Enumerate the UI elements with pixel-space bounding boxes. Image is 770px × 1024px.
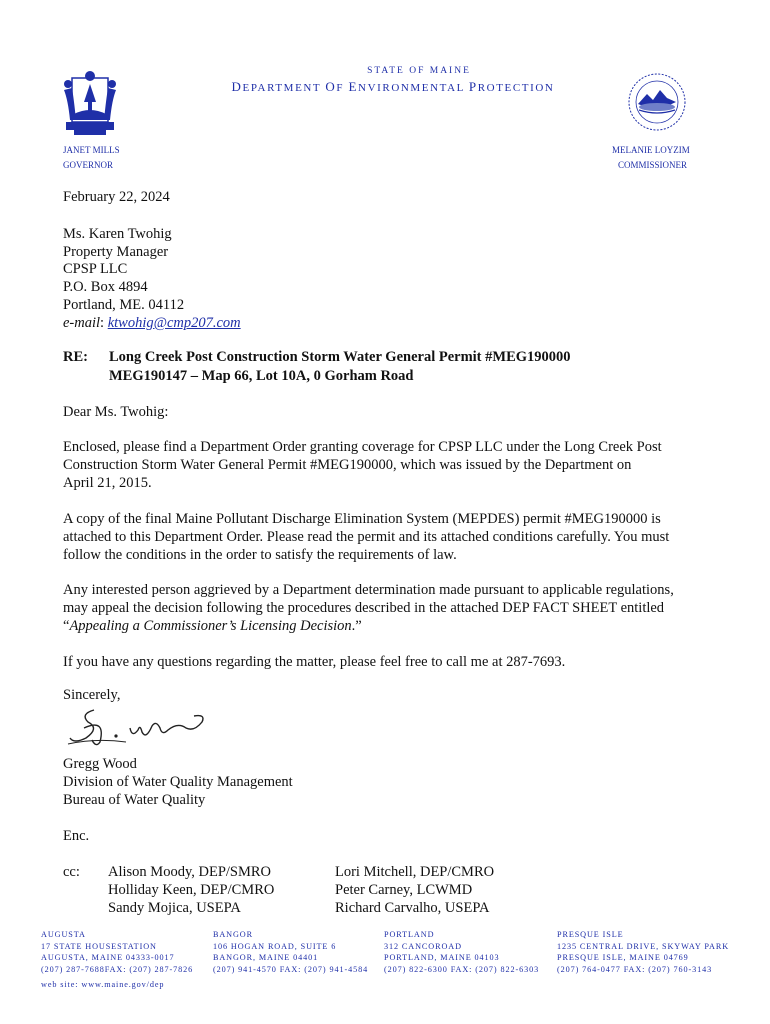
office-city-state-zip: PORTLAND, MAINE 04103 [384,953,500,962]
paragraph-3-line-3 [63,617,362,635]
cc-recipient: Holliday Keen, DEP/CMRO [108,882,275,898]
recipient-name: Ms. Karen Twohig [63,226,172,242]
email-label: e-mail [63,315,101,331]
office-city: PRESQUE ISLE [557,930,624,939]
office-city-state-zip: PRESQUE ISLE, MAINE 04769 [557,953,689,962]
letterhead-state: STATE OF MAINE [367,66,471,76]
footer-office-presque-isle [557,929,729,975]
office-street: 312 CANCOROAD [384,941,462,951]
paragraph-1-line-1: Enclosed, please find a Department Order granting coverage for CPSP LLC under the Long Creek Post [63,439,662,455]
re-line-1: Long Creek Post Construction Storm Water General Permit #MEG190000 [109,349,571,365]
office-city-state-zip: BANGOR, MAINE 04401 [213,953,319,962]
footer-office-bangor [213,929,368,975]
fact-sheet-title: Appealing a Commissioner’s Licensing Decision [69,618,352,634]
office-street: 17 STATE HOUSESTATION [41,941,157,951]
cc-recipient: Richard Carvalho, USEPA [335,900,490,916]
footer-office-augusta [41,929,193,975]
office-street: 1235 CENTRAL DRIVE, SKYWAY PARK [557,941,730,951]
office-city: PORTLAND [384,930,435,939]
paragraph-1-line-2: Construction Storm Water General Permit #MEG190000, which was issued by the Department on [63,457,632,473]
enclosure: Enc. [63,828,90,844]
recipient-address2: Portland, ME. 04112 [63,297,185,313]
paragraph-4: If you have any questions regarding the matter, please feel free to call me at 287-7693. [63,654,566,670]
cc-label: cc: [63,864,80,880]
dep-logo-icon [627,72,687,132]
quote-open: “ [63,618,70,634]
office-city-state-zip: AUGUSTA, MAINE 04333-0017 [41,953,175,962]
quote-close: .” [351,618,362,634]
signature-image [66,698,216,750]
re-line-2: MEG190147 – Map 66, Lot 10A, 0 Gorham Road [109,368,414,384]
cc-right-list [335,863,494,917]
cc-recipient: Lori Mitchell, DEP/CMRO [335,864,495,880]
paragraph-2-line-2: attached to this Department Order. Please read the permit and its attached conditions carefully. You must [63,529,670,545]
governor-name: JANET MILLS [63,145,120,155]
recipient-address1: P.O. Box 4894 [63,279,148,295]
recipient-title: Property Manager [63,244,169,260]
office-phone-fax: (207) 822-6300 FAX: (207) 822-6303 [384,964,540,974]
footer-office-portland [384,929,539,975]
signer-bureau: Bureau of Water Quality [63,792,206,808]
paragraph-3-line-1: Any interested person aggrieved by a Department determination made pursuant to applicable regulations, [63,582,674,598]
paragraph-2-line-3: follow the conditions in the order to satisfy the requirements of law. [63,547,457,563]
cc-recipient: Sandy Mojica, USEPA [108,900,241,916]
re-label: RE: [63,349,88,365]
office-phone-fax: (207) 287-7688FAX: (207) 287-7826 [41,964,194,974]
salutation: Dear Ms. Twohig: [63,404,169,420]
office-phone-fax: (207) 941-4570 FAX: (207) 941-4584 [213,964,369,974]
commissioner-name: MELANIE LOYZIM [612,145,690,155]
commissioner-title: COMMISSIONER [618,160,688,170]
office-city: BANGOR [213,930,253,939]
cc-left-list [108,863,274,917]
cc-recipient: Alison Moody, DEP/SMRO [108,864,272,880]
paragraph-2-line-1: A copy of the final Maine Pollutant Discharge Elimination System (MEPDES) permit #MEG190000 is [63,511,661,527]
closing: Sincerely, [63,687,121,703]
office-street: 106 HOGAN ROAD, SUITE 6 [213,941,337,951]
office-city: AUGUSTA [41,930,86,939]
letter-date: February 22, 2024 [63,189,170,205]
paragraph-3-line-2: may appeal the decision following the procedures described in the attached DEP FACT SHEET entitled [63,600,665,616]
letterhead-department: DEPARTMENT OF ENVIRONMENTAL PROTECTION [231,79,555,94]
governor-title: GOVERNOR [63,160,114,170]
footer-website-link[interactable]: web site: www.maine.gov/dep [41,980,165,989]
signer-division: Division of Water Quality Management [63,774,293,790]
recipient-email-link[interactable]: ktwohig@cmp207.com [107,315,241,331]
recipient-company: CPSP LLC [63,261,128,277]
recipient-email-line: e-mail: ktwohig@cmp207.com [63,315,241,331]
paragraph-1-line-3: April 21, 2015. [63,475,152,491]
signer-name: Gregg Wood [63,756,137,772]
maine-state-seal-icon [60,70,120,136]
office-phone-fax: (207) 764-0477 FAX: (207) 760-3143 [557,964,713,974]
cc-recipient: Peter Carney, LCWMD [335,882,473,898]
